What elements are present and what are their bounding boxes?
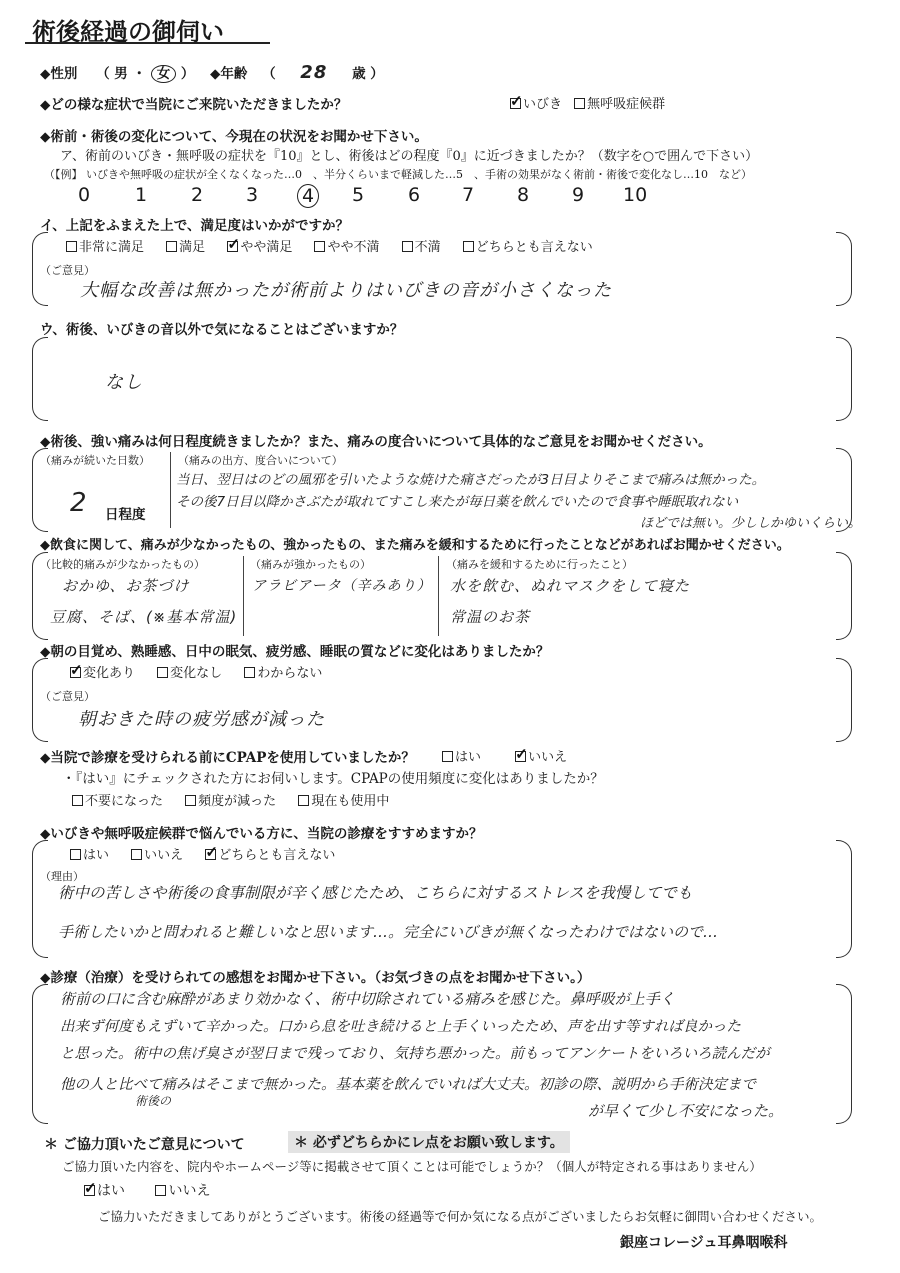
q9-bracket-right: [836, 840, 852, 958]
age-close: ）: [370, 66, 384, 82]
q8-sub-opt-1-checkbox[interactable]: [185, 795, 196, 806]
title-underline: [25, 42, 270, 44]
q3-comment[interactable]: 大幅な改善は無かったが術前よりはいびきの音が小さくなった: [80, 280, 612, 301]
q5-days-label: （痛みが続いた日数）: [40, 454, 150, 467]
q7-opt-2-label: わからない: [257, 666, 323, 681]
q5-days-value[interactable]: 2: [70, 488, 88, 518]
q10-insert[interactable]: 術後の: [135, 1094, 172, 1108]
gender-male-option[interactable]: 男: [114, 66, 128, 82]
q8-no-checkbox[interactable]: [515, 751, 526, 762]
q7-comment-label: （ご意見）: [40, 690, 95, 703]
q9-opt-0-checkbox[interactable]: [70, 849, 81, 860]
scale-4[interactable]: 4: [297, 184, 319, 208]
q8-yes-label: はい: [455, 750, 482, 765]
q5-detail-2[interactable]: その後7日目以降かさぶたが取れてすこし来たが毎日薬を飲んでいたので食事や睡眠取れない: [176, 494, 739, 510]
q10-line-5[interactable]: が早くて少し不安になった。: [588, 1102, 784, 1120]
age-label: ◆年齢: [210, 66, 248, 82]
q5-days-unit: 日程度: [105, 507, 146, 523]
q3-bracket-right: [836, 232, 852, 306]
q3-opt-2-label: やや満足: [240, 240, 293, 255]
q9-options: [70, 844, 335, 863]
q4-bracket-right: [836, 337, 852, 421]
q1-options: [510, 93, 665, 112]
q10-line-1[interactable]: 術前の口に含む麻酔があまり効かなく、術中切除されている痛みを感じた。鼻呼吸が上手く: [60, 990, 675, 1008]
q8-sub-opt-2-label: 現在も使用中: [311, 794, 390, 809]
footer-no-checkbox[interactable]: [155, 1185, 166, 1196]
q7-question: ◆朝の目覚め、熟睡感、日中の眠気、疲労感、睡眠の質などに変化はありましたか？: [40, 644, 550, 660]
q1-snoring-label: いびき: [523, 97, 563, 112]
q9-opt-1-checkbox[interactable]: [131, 849, 142, 860]
q10-line-4[interactable]: 他の人と比べて痛みはそこまで無かった。基本薬を飲んでいれば大丈夫。初診の際、説明から手術決定まで: [60, 1077, 756, 1093]
gender-label: ◆性別: [40, 66, 78, 82]
footer-thanks: ご協力いただきましてありがとうございます。術後の経過等で何か気になる点がございましたらお気軽に御問い合わせください。: [98, 1209, 823, 1224]
footer-heading-2: ＊ 必ずどちらかにレ点をお願い致します。: [288, 1131, 570, 1153]
q8-yes-checkbox[interactable]: [442, 751, 453, 762]
q8-no-label: いいえ: [528, 750, 568, 765]
gender-separator: ・: [132, 66, 146, 82]
q8-options: [442, 746, 567, 765]
age-open: （: [262, 66, 276, 82]
scale-2[interactable]: 2: [191, 184, 204, 206]
q3-opt-3-checkbox[interactable]: [314, 241, 325, 252]
q8-sub-opt-1-label: 頻度が減った: [198, 794, 277, 809]
q3-opt-4-checkbox[interactable]: [402, 241, 413, 252]
q6-less-label: （比較的痛みが少なかったもの）: [40, 558, 205, 571]
gender-female-option[interactable]: 女: [151, 65, 177, 83]
q4-bracket-left: [32, 337, 48, 421]
q10-question: ◆診療（治療）を受けられての感想をお聞かせ下さい。（お気づきの点をお聞かせ下さい。）: [40, 970, 591, 986]
q3-options: [66, 236, 593, 255]
q6-bracket-right: [836, 552, 852, 640]
q9-question: ◆いびきや無呼吸症候群で悩んでいる方に、当院の診療をすすめますか？: [40, 826, 483, 842]
q3-comment-label: （ご意見）: [40, 264, 95, 277]
scale-3[interactable]: 3: [246, 184, 259, 206]
q4-answer[interactable]: なし: [105, 372, 143, 393]
gender-open: （: [96, 66, 110, 82]
q9-opt-2-label: どちらとも言えない: [218, 848, 336, 863]
scale-8[interactable]: 8: [517, 184, 530, 206]
scale-6[interactable]: 6: [408, 184, 421, 206]
scale-10[interactable]: 10: [623, 184, 648, 206]
q5-detail-label: （痛みの出方、度合いについて）: [178, 454, 343, 467]
scale-1[interactable]: 1: [135, 184, 148, 206]
q6-less-1[interactable]: おかゆ、お茶づけ: [62, 577, 190, 595]
q9-bracket-left: [32, 840, 48, 958]
q3-opt-1-label: 満足: [179, 240, 206, 255]
q8-sub-opt-0-label: 不要になった: [85, 794, 164, 809]
q3-opt-5-label: どちらとも言えない: [475, 240, 593, 255]
q6-less-2[interactable]: 豆腐、そば、(※基本常温): [50, 608, 238, 626]
q10-bracket-left: [32, 984, 48, 1124]
q3-question: イ、上記をふまえた上で、満足度はいかがですか？: [40, 218, 350, 234]
scale-0[interactable]: 0: [78, 184, 91, 206]
q5-divider: [170, 452, 171, 528]
q3-opt-2-checkbox[interactable]: [227, 241, 238, 252]
q6-divider-1: [243, 556, 244, 636]
q10-bracket-right: [836, 984, 852, 1124]
q6-divider-2: [438, 556, 439, 636]
age-value[interactable]: 28: [300, 62, 328, 83]
footer-yes-label: はい: [97, 1183, 125, 1199]
q2-example: （【例】 いびきや無呼吸の症状が全くなくなった…0 、半分くらいまで軽減した…5 、手術の効果がなく術前・術後で変化なし…10 など）: [44, 168, 752, 181]
q4-question: ウ、術後、いびきの音以外で気になることはございますか？: [40, 322, 404, 338]
q7-comment[interactable]: 朝おきた時の疲労感が減った: [78, 709, 325, 730]
q7-opt-1-checkbox[interactable]: [157, 667, 168, 678]
q9-opt-0-label: はい: [83, 848, 110, 863]
q1-snoring-checkbox[interactable]: [510, 98, 521, 109]
q5-question: ◆術後、強い痛みは何日程度続きましたか？また、痛みの度合いについて具体的なご意見をお聞かせください。: [40, 434, 712, 450]
q3-opt-3-label: やや不満: [327, 240, 380, 255]
q5-detail-3[interactable]: ほどでは無い。少ししかゆいくらい。: [640, 516, 862, 531]
gender-close: ）: [180, 66, 195, 82]
q9-reason-2[interactable]: 手術したいかと問われると難しいなと思います…。完全にいびきが無くなったわけではないので…: [58, 923, 719, 941]
age-unit: 歳: [352, 66, 366, 82]
q1-apnea-checkbox[interactable]: [574, 98, 585, 109]
scale-5[interactable]: 5: [352, 184, 365, 206]
q7-opt-1-label: 変化なし: [170, 666, 223, 681]
clinic-name: 銀座コレージュ耳鼻咽喉科: [620, 1235, 788, 1251]
q10-line-2[interactable]: 出来ず何度もえずいて辛かった。口から息を吐き続けると上手くいったため、声を出す等すれば良かった: [60, 1019, 741, 1035]
q8-sub-opt-2-checkbox[interactable]: [298, 795, 309, 806]
q6-more-label: （痛みが強かったもの）: [250, 558, 371, 571]
footer-yes-checkbox[interactable]: [84, 1185, 95, 1196]
q7-opt-0-checkbox[interactable]: [70, 667, 81, 678]
scale-9[interactable]: 9: [572, 184, 585, 206]
q8-sub-opt-0-checkbox[interactable]: [72, 795, 83, 806]
scale-7[interactable]: 7: [462, 184, 475, 206]
q8-question: ◆当院で診療を受けられる前にCPAPを使用していましたか？: [40, 750, 415, 766]
footer-no-label: いいえ: [168, 1183, 211, 1199]
q9-reason-label: （理由）: [40, 870, 84, 883]
q7-opt-0-label: 変化あり: [83, 666, 136, 681]
q9-opt-1-label: いいえ: [144, 848, 184, 863]
gender-row: [40, 62, 194, 82]
page-title: 術後経過の御伺い: [32, 17, 224, 46]
q2-question: ◆術前・術後の変化について、今現在の状況をお聞かせ下さい。: [40, 129, 428, 145]
q9-opt-2-checkbox[interactable]: [205, 849, 216, 860]
q8-sub-options: [72, 790, 389, 809]
q7-bracket-right: [836, 658, 852, 742]
q6-relief-2[interactable]: 常温のお茶: [450, 608, 531, 626]
q6-more-1[interactable]: アラビアータ（辛みあり）: [252, 578, 432, 594]
q3-opt-5-checkbox[interactable]: [463, 241, 474, 252]
q7-opt-2-checkbox[interactable]: [244, 667, 255, 678]
footer-heading-1: ＊ ご協力頂いたご意見について: [44, 1137, 245, 1153]
q7-options: [70, 662, 322, 681]
q6-relief-1[interactable]: 水を飲む、ぬれマスクをして寝た: [450, 577, 691, 595]
q8-sub: ・『はい』にチェックされた方にお伺いします。CPAPの使用頻度に変化はありましたか？: [62, 771, 604, 787]
q9-reason-1[interactable]: 術中の苦しさや術後の食事制限が辛く感じたため、こちらに対するストレスを我慢してでも: [58, 884, 693, 902]
q10-line-3[interactable]: と思った。術中の焦げ臭さが翌日まで残っており、気持ち悪かった。前もってアンケートをいろいろ読んだが: [60, 1046, 770, 1062]
footer-question: ご協力頂いた内容を、院内やホームページ等に掲載させて頂くことは可能でしょうか？（個人が特定される事はありません）: [62, 1159, 762, 1174]
q3-opt-0-label: 非常に満足: [79, 240, 145, 255]
q5-detail-1[interactable]: 当日、翌日はのどの風邪を引いたような焼けた痛さだったが3日目よりそこまで痛みは無かった。: [176, 472, 766, 488]
q6-question: ◆飲食に関して、痛みが少なかったもの、強かったもの、また痛みを緩和するために行ったことなどがあればお聞かせください。: [40, 538, 790, 553]
q3-opt-1-checkbox[interactable]: [166, 241, 177, 252]
q3-opt-0-checkbox[interactable]: [66, 241, 77, 252]
q1-question: ◆どの様な症状で当院にご来院いただきましたか？: [40, 97, 348, 113]
footer-options: [84, 1180, 210, 1200]
q6-relief-label: （痛みを緩和するために行ったこと）: [446, 558, 633, 571]
q2-sub: ア、術前のいびき・無呼吸の症状を『10』とし、術後はどの程度『0』に近づきましたか？（数字を○で囲んで下さい）: [60, 149, 759, 164]
q3-opt-4-label: 不満: [414, 240, 441, 255]
age-row: [210, 62, 384, 83]
q1-apnea-label: 無呼吸症候群: [587, 97, 666, 112]
